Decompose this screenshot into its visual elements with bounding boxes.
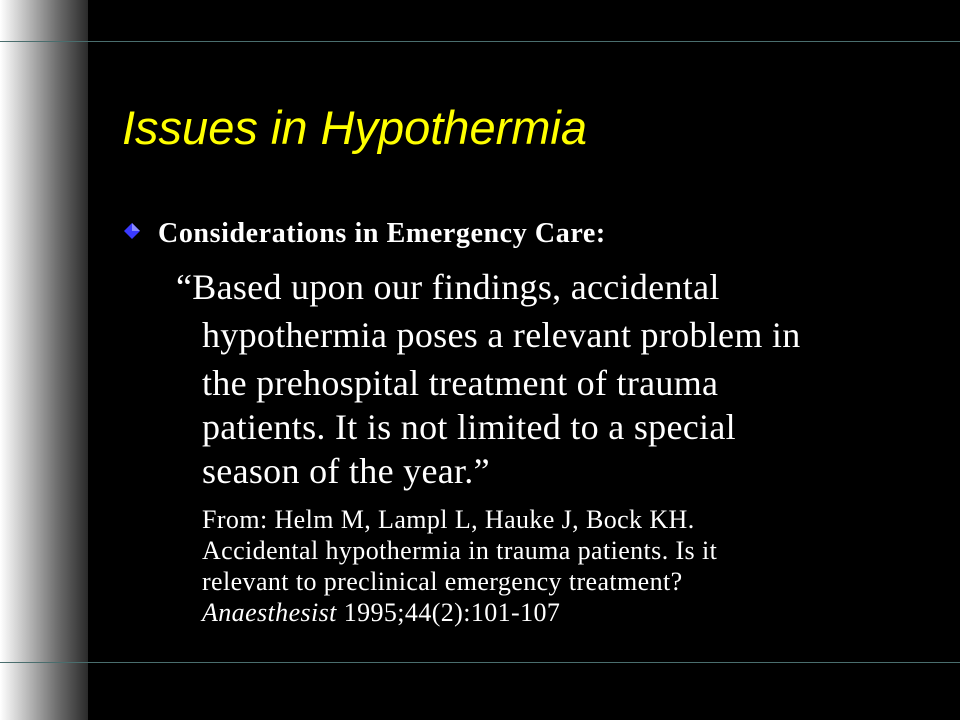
citation-title-line: relevant to preclinical emergency treatment? — [202, 567, 683, 596]
citation-source — [202, 597, 717, 628]
citation-authors: From: Helm M, Lampl L, Hauke J, Bock KH. — [202, 505, 695, 534]
quote-line: hypothermia poses a relevant problem in — [202, 315, 801, 355]
quote-line: patients. It is not limited to a special — [202, 407, 736, 447]
citation-volume-pages: 1995;44(2):101-107 — [336, 598, 561, 627]
section-heading: Considerations in Emergency Care: — [158, 218, 606, 249]
quote-line: “Based upon our findings, accidental — [176, 267, 720, 307]
slide-title: Issues in Hypothermia — [122, 101, 587, 154]
top-rule — [0, 41, 960, 42]
side-gradient-bar — [0, 0, 88, 720]
citation-journal: Anaesthesist — [202, 598, 337, 627]
quote-line: the prehospital treatment of trauma — [202, 363, 719, 403]
citation-title-line: Accidental hypothermia in trauma patients. Is it — [202, 536, 718, 565]
bottom-rule — [0, 662, 960, 663]
quote-line: season of the year.” — [202, 451, 490, 491]
diamond-bullet-icon — [124, 223, 140, 239]
citation — [202, 504, 717, 628]
